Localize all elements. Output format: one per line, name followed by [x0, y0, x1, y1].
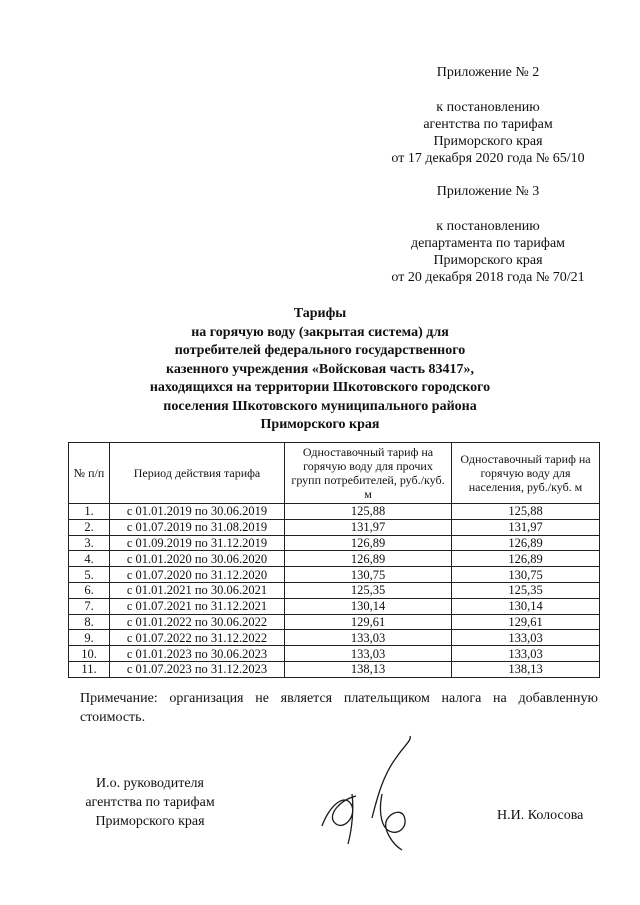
table-row: [69, 630, 600, 646]
row-period: с 01.07.2022 по 31.12.2022: [110, 630, 285, 646]
appendix-2-block: [372, 64, 604, 167]
row-period: с 01.07.2020 по 31.12.2020: [110, 567, 285, 583]
signatory-position-line: Приморского края: [95, 814, 205, 829]
table-body: [69, 504, 600, 678]
tariff-table: [68, 442, 600, 678]
row-tariff-population: 125,35: [452, 582, 600, 598]
signatory-position-line: агентства по тарифам: [85, 795, 215, 810]
table-row: [69, 567, 600, 583]
table-row: [69, 519, 600, 535]
table-row: [69, 661, 600, 677]
row-tariff-other: 125,35: [285, 582, 452, 598]
row-period: с 01.09.2019 по 31.12.2019: [110, 535, 285, 551]
row-tariff-other: 138,13: [285, 661, 452, 677]
row-tariff-other: 126,89: [285, 535, 452, 551]
appendix-2-line: к постановлению: [436, 100, 540, 115]
row-tariff-population: 126,89: [452, 551, 600, 567]
table-row: [69, 504, 600, 520]
header-number: № п/п: [69, 443, 110, 504]
row-period: с 01.01.2020 по 30.06.2020: [110, 551, 285, 567]
row-number: 8.: [69, 614, 110, 630]
title-line: Приморского края: [260, 417, 380, 432]
header-tariff-other: Одноставочный тариф на горячую воду для прочих групп потребителей, руб./куб. м: [285, 443, 452, 504]
row-period: с 01.07.2021 по 31.12.2021: [110, 598, 285, 614]
row-tariff-population: 130,75: [452, 567, 600, 583]
row-number: 9.: [69, 630, 110, 646]
table-row: [69, 598, 600, 614]
signatory-position-line: И.о. руководителя: [95, 776, 204, 791]
row-tariff-other: 130,14: [285, 598, 452, 614]
row-tariff-population: 138,13: [452, 661, 600, 677]
document-title: [60, 305, 580, 435]
row-period: с 01.01.2022 по 30.06.2022: [110, 614, 285, 630]
handwritten-signature: [312, 734, 422, 854]
row-tariff-population: 133,03: [452, 630, 600, 646]
header-tariff-population: Одноставочный тариф на горячую воду для населения, руб./куб. м: [452, 443, 600, 504]
title-line: Тарифы: [293, 306, 347, 321]
table-row: [69, 551, 600, 567]
row-number: 6.: [69, 582, 110, 598]
appendix-3-line: департамента по тарифам: [410, 236, 566, 251]
row-tariff-other: 126,89: [285, 551, 452, 567]
table-header-row: [69, 443, 600, 504]
appendix-3-date: от 20 декабря 2018 года № 70/21: [391, 270, 585, 285]
title-line: на горячую воду (закрытая система) для: [191, 324, 449, 340]
row-period: с 01.01.2023 по 30.06.2023: [110, 646, 285, 662]
header-period: Период действия тарифа: [110, 443, 285, 504]
row-tariff-other: 129,61: [285, 614, 452, 630]
row-period: с 01.01.2021 по 30.06.2021: [110, 582, 285, 598]
table-row: [69, 582, 600, 598]
row-number: 2.: [69, 519, 110, 535]
row-period: с 01.01.2019 по 30.06.2019: [110, 504, 285, 520]
title-line: потребителей федерального государственного: [174, 343, 466, 358]
table-row: [69, 535, 600, 551]
title-line: поселения Шкотовского муниципального района: [163, 398, 477, 414]
row-tariff-other: 133,03: [285, 630, 452, 646]
row-tariff-population: 133,03: [452, 646, 600, 662]
row-number: 3.: [69, 535, 110, 551]
row-tariff-other: 125,88: [285, 504, 452, 520]
row-tariff-population: 129,61: [452, 614, 600, 630]
appendix-2-line: агентства по тарифам: [423, 117, 553, 132]
signatory-name: Н.И. Колосова: [497, 808, 584, 823]
row-number: 5.: [69, 567, 110, 583]
row-number: 10.: [69, 646, 110, 662]
note-text: Примечание: организация не является плательщиком налога на добавленную стоимость.: [80, 691, 598, 725]
row-period: с 01.07.2023 по 31.12.2023: [110, 661, 285, 677]
row-tariff-other: 133,03: [285, 646, 452, 662]
title-line: находящихся на территории Шкотовского городского: [149, 380, 491, 395]
row-tariff-other: 130,75: [285, 567, 452, 583]
row-tariff-population: 131,97: [452, 519, 600, 535]
table-row: [69, 614, 600, 630]
appendix-3-heading: Приложение № 3: [436, 184, 540, 199]
row-tariff-population: 125,88: [452, 504, 600, 520]
appendix-3-block: [364, 183, 612, 286]
appendix-2-line: Приморского края: [433, 134, 543, 149]
row-number: 7.: [69, 598, 110, 614]
row-number: 1.: [69, 504, 110, 520]
row-tariff-other: 131,97: [285, 519, 452, 535]
row-period: с 01.07.2019 по 31.08.2019: [110, 519, 285, 535]
appendix-3-line: Приморского края: [433, 253, 543, 268]
appendix-2-date: от 17 декабря 2020 года № 65/10: [391, 151, 585, 166]
appendix-2-heading: Приложение № 2: [436, 65, 540, 80]
table-row: [69, 646, 600, 662]
title-line: казенного учреждения «Войсковая часть 83417»,: [165, 361, 475, 377]
row-number: 11.: [69, 661, 110, 677]
row-number: 4.: [69, 551, 110, 567]
row-tariff-population: 126,89: [452, 535, 600, 551]
row-tariff-population: 130,14: [452, 598, 600, 614]
signatory-position: [60, 774, 240, 831]
appendix-3-line: к постановлению: [436, 219, 540, 234]
